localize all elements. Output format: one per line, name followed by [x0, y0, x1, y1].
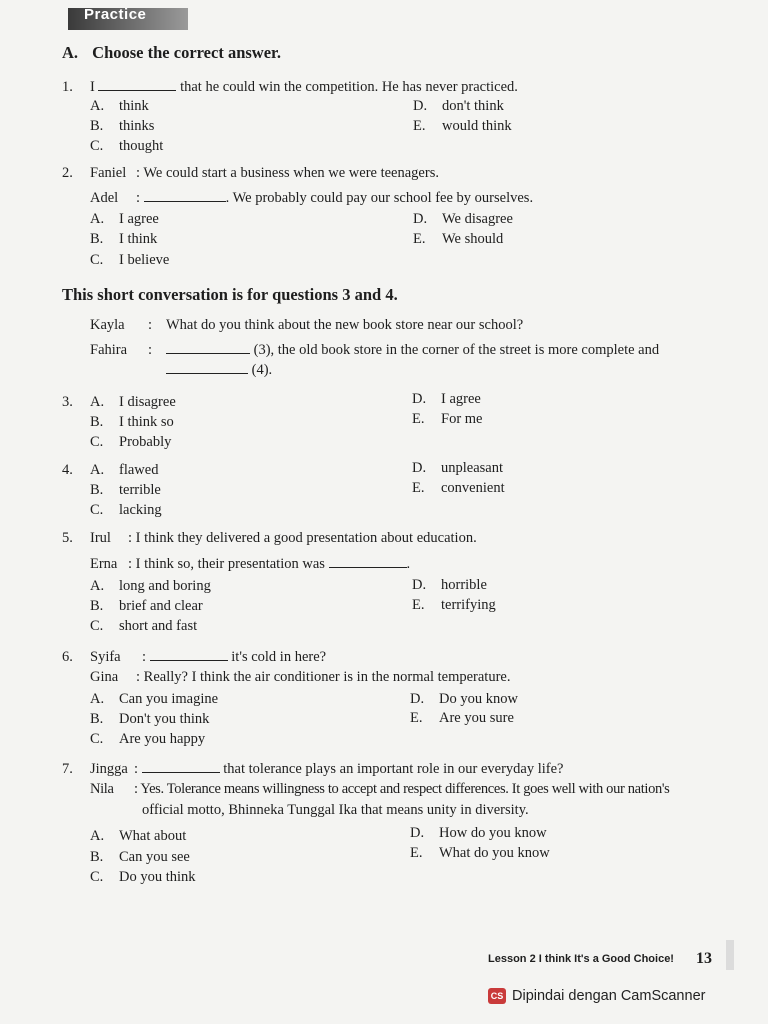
option-letter: B.: [90, 118, 104, 134]
option-text: long and boring: [119, 578, 211, 594]
question-7-blank: [142, 759, 220, 773]
option-text: think: [119, 98, 149, 114]
option-letter: E.: [412, 411, 425, 427]
page-edge: [726, 940, 734, 970]
dialogue-post: it's cold in here?: [231, 649, 327, 666]
q7-option-e[interactable]: [410, 845, 550, 862]
q5-option-e[interactable]: [412, 597, 496, 614]
q1-option-d[interactable]: [413, 98, 504, 115]
q4-option-d[interactable]: [412, 460, 503, 477]
option-text: unpleasant: [441, 460, 504, 476]
q7-option-c[interactable]: [90, 869, 196, 886]
option-letter: B.: [90, 482, 104, 498]
option-letter: B.: [90, 414, 104, 430]
q6-option-a[interactable]: [90, 691, 218, 708]
option-text: I think: [119, 231, 158, 247]
option-text: I believe: [119, 252, 170, 268]
dialogue-text-1: (3), the old book store in the corner of the street is more complete and: [253, 342, 660, 359]
dialogue-post: . We probably could pay our school fee by ourselves.: [225, 190, 534, 207]
camscanner-text: Dipindai dengan CamScanner: [512, 988, 706, 1004]
option-text: Probably: [119, 434, 172, 450]
speaker: Fahira: [90, 342, 128, 359]
option-letter: A.: [90, 462, 105, 478]
camscanner-watermark: [488, 988, 705, 1004]
option-text: I agree: [119, 211, 159, 227]
question-1-number: 1.: [62, 79, 73, 96]
page-number: 13: [696, 950, 712, 967]
question-7-line-3: official motto, Bhinneka Tunggal Ika that means unity in diversity.: [142, 802, 529, 818]
option-letter: B.: [90, 711, 104, 727]
dialogue-text: : I think they delivered a good presentation about education.: [128, 530, 477, 546]
q2-option-a[interactable]: [90, 211, 159, 228]
dialogue-pre: :: [134, 761, 139, 778]
question-5-number: 5.: [62, 530, 73, 546]
dialogue-text: : Really? I think the air conditioner is in the normal temperature.: [136, 669, 511, 685]
question-2-number: 2.: [62, 165, 73, 181]
question-6-line-2: [90, 669, 510, 686]
option-letter: E.: [412, 597, 425, 613]
option-text: I think so: [119, 414, 174, 430]
option-text: I disagree: [119, 394, 176, 410]
q4-option-c[interactable]: [90, 502, 162, 519]
option-letter: C.: [90, 869, 104, 885]
conversation-fahira-line: [90, 340, 659, 359]
option-text: What about: [119, 828, 187, 844]
q7-option-d[interactable]: [410, 825, 547, 842]
dialogue-post: that tolerance plays an important role in our everyday life?: [223, 761, 564, 778]
q3-option-c[interactable]: [90, 434, 171, 451]
q4-option-b[interactable]: [90, 482, 161, 499]
separator: :: [148, 342, 153, 359]
option-letter: C.: [90, 252, 104, 268]
option-letter: B.: [90, 231, 104, 247]
question-5-blank: [329, 554, 407, 568]
option-letter: A.: [90, 828, 105, 844]
option-text: Can you imagine: [119, 691, 219, 707]
option-text: Are you sure: [439, 710, 514, 726]
q5-option-d[interactable]: [412, 577, 487, 594]
q4-option-e[interactable]: [412, 480, 505, 497]
q6-option-d[interactable]: [410, 691, 518, 708]
question-1-blank: [98, 77, 176, 91]
q7-option-b[interactable]: [90, 849, 190, 866]
q2-option-d[interactable]: [413, 211, 513, 228]
option-letter: D.: [412, 460, 427, 476]
option-letter: C.: [90, 502, 104, 518]
question-7-number: 7.: [62, 761, 73, 778]
q3-option-d[interactable]: [412, 391, 481, 408]
speaker: Adel: [90, 190, 119, 207]
conversation-heading: This short conversation is for questions 3 and 4.: [62, 285, 398, 304]
option-text: would think: [442, 118, 512, 134]
question-7-line-2: [90, 781, 669, 798]
option-letter: C.: [90, 434, 104, 450]
q1-option-b[interactable]: [90, 118, 154, 135]
question-6-number: 6.: [62, 649, 73, 666]
speaker: Jingga: [90, 761, 128, 778]
dialogue-pre: :: [136, 190, 141, 207]
option-text: horrible: [441, 577, 487, 593]
option-text: Do you think: [119, 869, 196, 885]
option-text: For me: [441, 411, 483, 427]
option-letter: E.: [410, 845, 423, 861]
question-4-number: 4.: [62, 462, 73, 478]
option-letter: E.: [412, 480, 425, 496]
q6-option-c[interactable]: [90, 731, 205, 748]
speaker: Erna: [90, 556, 118, 573]
option-letter: A.: [90, 211, 105, 227]
option-letter: B.: [90, 849, 104, 865]
q3-option-a[interactable]: [90, 394, 176, 411]
dialogue-pre: :: [142, 649, 147, 666]
option-letter: D.: [413, 211, 428, 227]
dialogue-post: .: [406, 556, 411, 573]
question-7-line-1: [62, 759, 564, 778]
separator: :: [148, 317, 153, 333]
q2-option-b[interactable]: [90, 231, 157, 248]
option-letter: E.: [410, 710, 423, 726]
option-text: flawed: [119, 462, 159, 478]
q1-option-c[interactable]: [90, 138, 163, 155]
question-6-line-1: [62, 647, 326, 666]
option-text: convenient: [441, 480, 505, 496]
dialogue-text: What do you think about the new book store near our school?: [166, 317, 524, 333]
question-5-line-1: [62, 530, 477, 547]
speaker: Syifa: [90, 649, 121, 666]
option-text: Can you see: [119, 849, 190, 865]
option-text: terrifying: [441, 597, 496, 613]
q1-option-e[interactable]: [413, 118, 512, 135]
option-text: How do you know: [439, 825, 547, 841]
option-letter: E.: [413, 231, 426, 247]
section-a-heading: [62, 43, 281, 63]
q5-option-b[interactable]: [90, 598, 203, 615]
speaker: Gina: [90, 669, 119, 685]
question-2-line-2: [90, 188, 533, 207]
q3-option-e[interactable]: [412, 411, 482, 428]
practice-badge-label: Practice: [84, 6, 147, 23]
speaker: Irul: [90, 530, 111, 546]
option-letter: D.: [412, 391, 427, 407]
option-text: lacking: [119, 502, 162, 518]
option-letter: A.: [90, 98, 105, 114]
dialogue-text: : We could start a business when we were teenagers.: [136, 165, 439, 181]
q7-option-a[interactable]: [90, 828, 186, 845]
question-1-stem: [62, 77, 518, 96]
question-5-line-2: [90, 554, 410, 573]
q6-option-b[interactable]: [90, 711, 209, 728]
option-text: Don't you think: [119, 711, 210, 727]
option-text: terrible: [119, 482, 161, 498]
question-1-pre: I: [90, 79, 95, 96]
q3-option-b[interactable]: [90, 414, 174, 431]
option-letter: C.: [90, 138, 104, 154]
option-letter: A.: [90, 691, 105, 707]
camscanner-logo-icon: CS: [488, 988, 506, 1004]
blank-4: [166, 360, 248, 374]
section-a-title: Choose the correct answer.: [92, 43, 281, 62]
option-text: I agree: [441, 391, 481, 407]
dialogue-pre: : I think so, their presentation was: [128, 556, 325, 573]
option-letter: C.: [90, 731, 104, 747]
conversation-kayla-line: [90, 317, 523, 334]
option-letter: E.: [413, 118, 426, 134]
option-text: short and fast: [119, 618, 198, 634]
question-2-line-1: [62, 165, 439, 182]
question-2-blank: [144, 188, 226, 202]
option-letter: D.: [412, 577, 427, 593]
option-text: brief and clear: [119, 598, 203, 614]
speaker: Kayla: [90, 317, 125, 333]
dialogue-text: : Yes. Tolerance means willingness to accept and respect differences. It goes well with our nation's: [134, 781, 670, 797]
question-6-blank: [150, 647, 228, 661]
option-letter: A.: [90, 578, 105, 594]
blank-3: [166, 340, 250, 354]
option-text: What do you know: [439, 845, 550, 861]
option-letter: C.: [90, 618, 104, 634]
option-letter: B.: [90, 598, 104, 614]
option-text: thought: [119, 138, 164, 154]
option-letter: A.: [90, 394, 105, 410]
option-text: Are you happy: [119, 731, 206, 747]
option-text: thinks: [119, 118, 155, 134]
q4-option-a[interactable]: [90, 462, 158, 479]
q1-option-a[interactable]: [90, 98, 149, 115]
question-1-post: that he could win the competition. He has never practiced.: [180, 79, 518, 96]
option-text: We should: [442, 231, 504, 247]
q5-option-a[interactable]: [90, 578, 211, 595]
option-text: Do you know: [439, 691, 518, 707]
dialogue-text-2: (4).: [251, 362, 273, 379]
option-letter: D.: [413, 98, 428, 114]
section-a-letter: A.: [62, 43, 79, 62]
q2-option-e[interactable]: [413, 231, 503, 248]
question-3-number: 3.: [62, 394, 73, 410]
option-letter: D.: [410, 691, 425, 707]
q6-option-e[interactable]: [410, 710, 514, 727]
speaker: Faniel: [90, 165, 127, 181]
conversation-fahira-line-2: [166, 360, 272, 379]
q5-option-c[interactable]: [90, 618, 197, 635]
speaker: Nila: [90, 781, 114, 797]
option-text: don't think: [442, 98, 504, 114]
q2-option-c[interactable]: [90, 252, 169, 269]
option-letter: D.: [410, 825, 425, 841]
lesson-footer: Lesson 2 I think It's a Good Choice!: [488, 953, 674, 965]
option-text: We disagree: [442, 211, 513, 227]
